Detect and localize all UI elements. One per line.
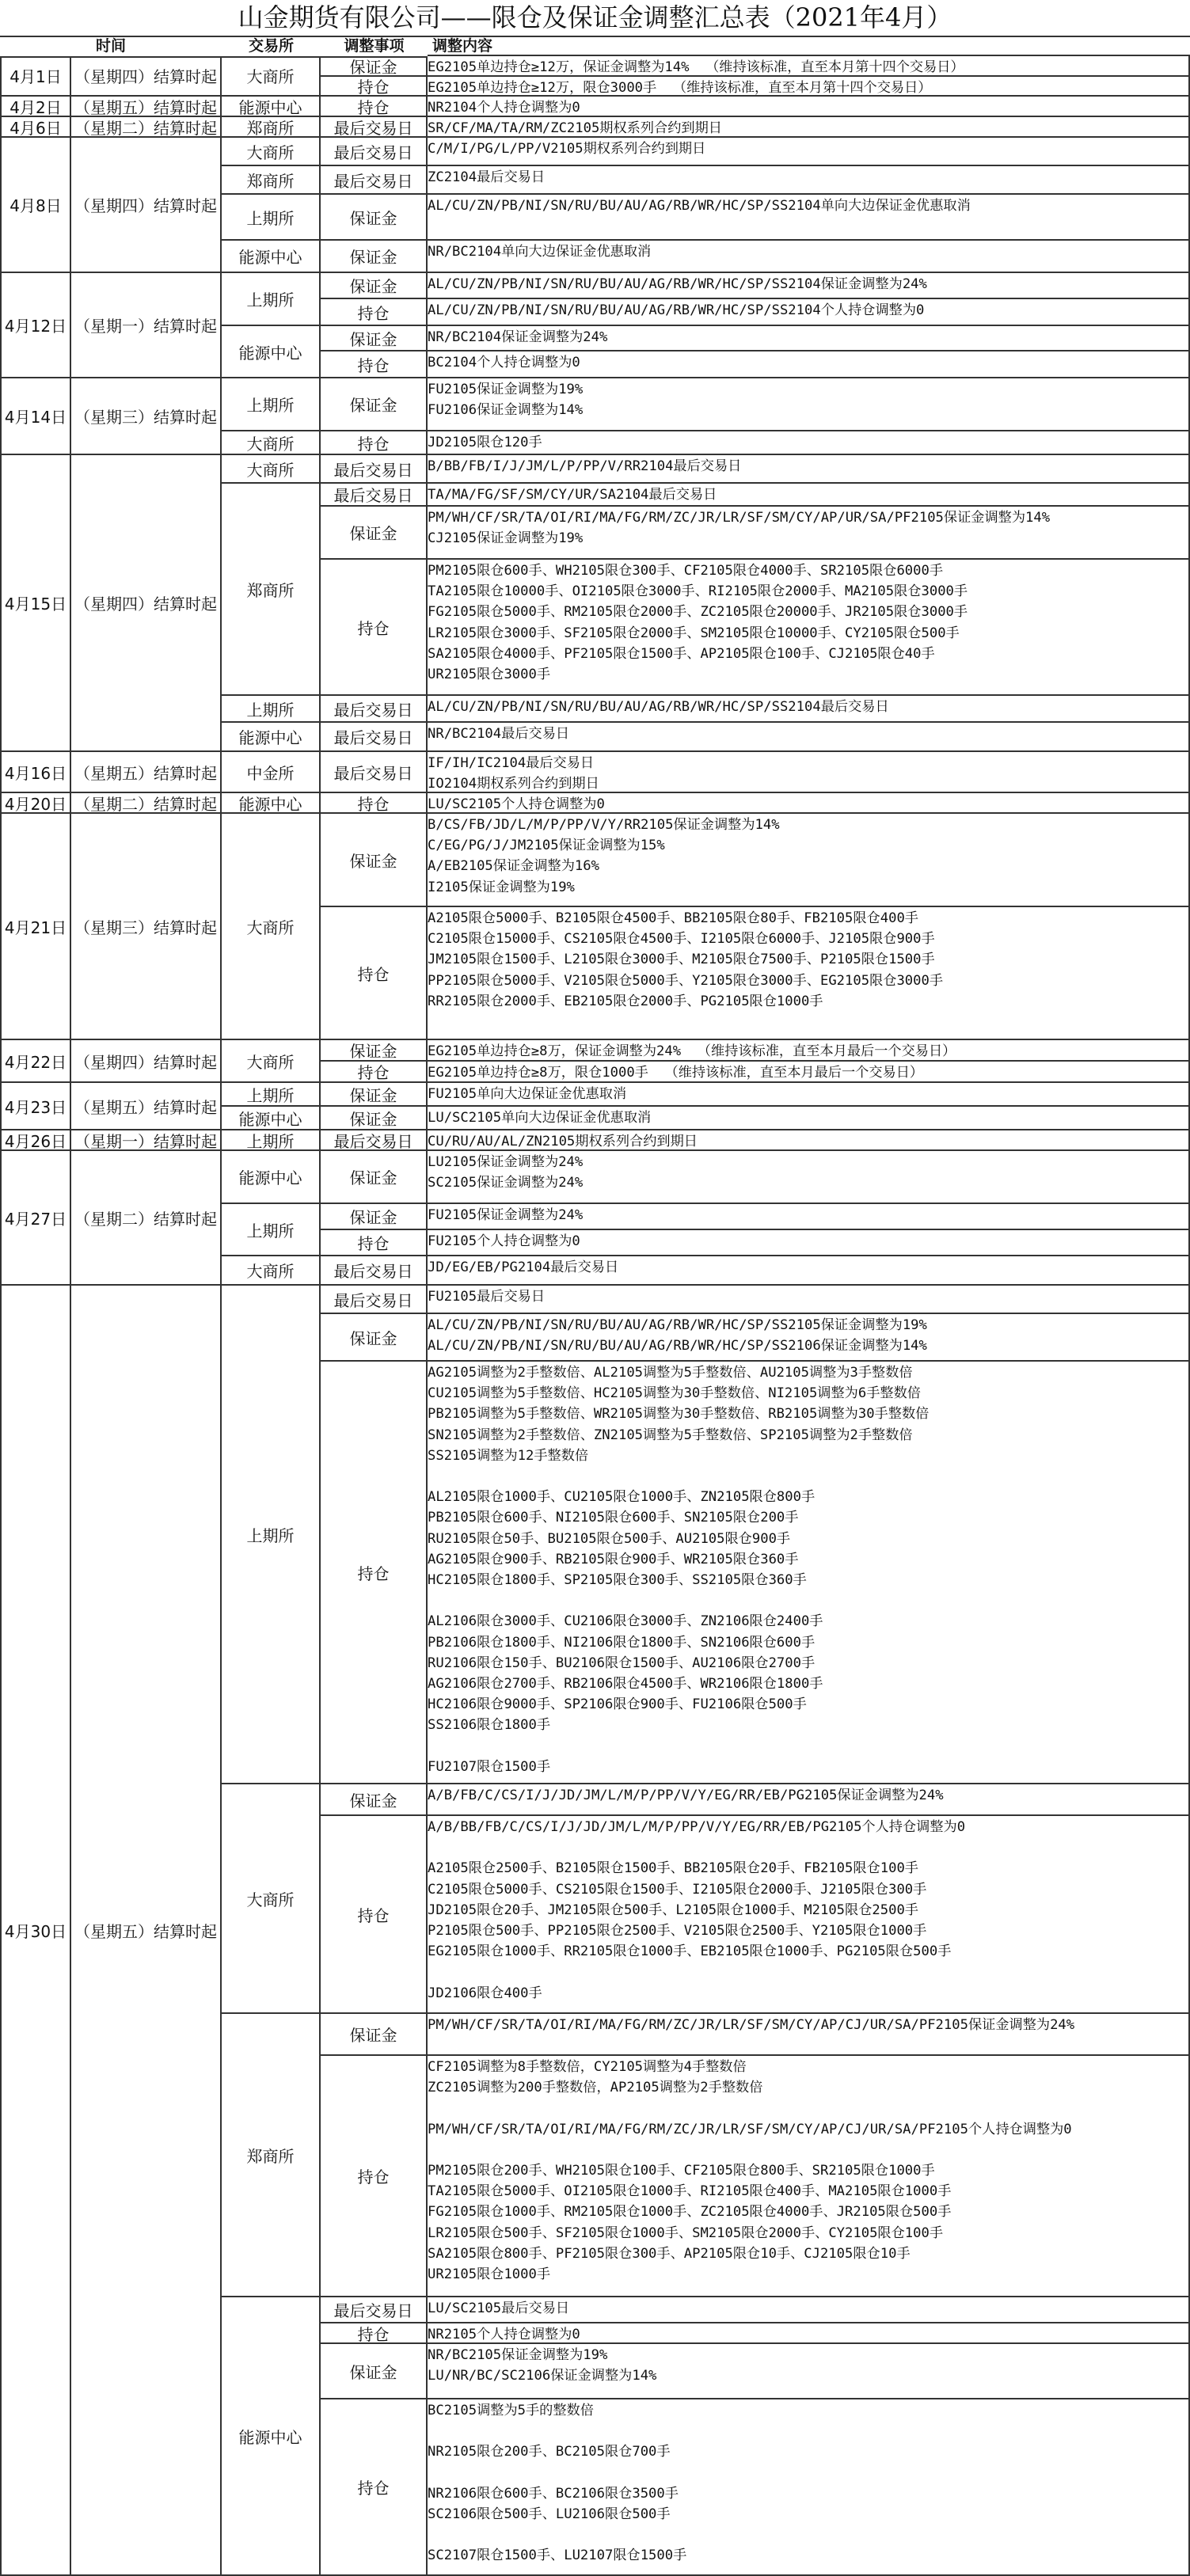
adjust-content-cell: B/CS/FB/JD/L/M/P/PP/V/Y/RR2105保证金调整为14% C/EG/PG/J/JM2105保证金调整为15% A/EB2105保证金调整为16% I2105保证金调整为19% <box>428 814 1190 907</box>
adjust-content-cell: JD/EG/EB/PG2104最后交易日 <box>428 1256 1190 1286</box>
adjust-item-cell: 最后交易日 <box>321 484 428 507</box>
adjust-content-cell: FU2105保证金调整为19% FU2106保证金调整为14% <box>428 378 1190 431</box>
adjust-item-cell: 持仓 <box>321 299 428 326</box>
exchange-cell: 大商所 <box>222 1784 321 2014</box>
adjust-content-cell: BC2104个人持仓调整为0 <box>428 351 1190 378</box>
adjust-item-cell: 保证金 <box>321 378 428 431</box>
weekday-cell: （星期四）结算时起 <box>71 56 222 97</box>
adjust-item-cell: 最后交易日 <box>321 2297 428 2323</box>
adjust-content-cell: JD2105限仓120手 <box>428 431 1190 455</box>
adjust-content-cell: A/B/BB/FB/C/CS/I/J/JD/JM/L/M/P/PP/V/Y/EG/RR/EB/PG2105个人持仓调整为0 A2105限仓2500手、B2105限仓1500手、BB2105限仓20手、FB2105限仓100手 C2105限仓5000手、CS2105限仓1500手、I2105限仓2000手、J2105限仓300手 JD2105限仓20手、JM2105限仓500手、L2105限仓1000手、M2105限仓2500手 P2105限仓500手、PP2105限仓2500手、V2105限仓2500手、Y2105限仓1000手 EG2105限仓1000手、RR2105限仓1000手、EB2105限仓1000手、PG2105限仓500手 JD2106限仓400手 <box>428 1816 1190 2014</box>
adjust-content-cell: NR/BC2104单向大边保证金优惠取消 <box>428 241 1190 273</box>
adjust-item-cell: 最后交易日 <box>321 138 428 166</box>
adjust-content-cell: AL/CU/ZN/PB/NI/SN/RU/BU/AU/AG/RB/WR/HC/SP/SS2104保证金调整为24% <box>428 273 1190 299</box>
date-cell: 4月30日 <box>0 1286 71 2576</box>
exchange-cell: 上期所 <box>222 1130 321 1151</box>
exchange-cell: 能源中心 <box>222 326 321 378</box>
adjust-item-cell: 保证金 <box>321 1784 428 1816</box>
adjust-content-cell: NR/BC2104最后交易日 <box>428 723 1190 752</box>
adjust-item-cell: 保证金 <box>321 1083 428 1107</box>
adjust-item-cell: 持仓 <box>321 97 428 117</box>
adjust-content-cell: NR/BC2105保证金调整为19% LU/NR/BC/SC2106保证金调整为14% <box>428 2344 1190 2399</box>
adjust-item-cell: 保证金 <box>321 1314 428 1362</box>
date-cell: 4月8日 <box>0 138 71 273</box>
exchange-cell: 上期所 <box>222 1286 321 1784</box>
adjust-content-cell: CF2105调整为8手整数倍，CY2105调整为4手整数倍 ZC2105调整为200手整数倍，AP2105调整为2手整数倍 PM/WH/CF/SR/TA/OI/RI/MA/FG/RM/ZC/JR/LR/SF/SM/CY/AP/CJ/UR/SA/PF2105个人持仓调整为0 PM2105限仓200手、WH2105限仓100手、CF2105限仓800手、SR2105限仓1000手 TA2105限仓5000手、OI2105限仓1000手、RI2105限仓400手、MA2105限仓1000手 FG2105限仓1000手、RM2105限仓1000手、ZC2105限仓4000手、JR2105限仓500手 LR2105限仓500手、SF2105限仓1000手、SM2105限仓2000手、CY2105限仓100手 SA2105限仓800手、PF2105限仓300手、AP2105限仓10手、CJ2105限仓10手 UR2105限仓1000手 <box>428 2056 1190 2297</box>
exchange-cell: 上期所 <box>222 1204 321 1256</box>
adjust-item-cell: 持仓 <box>321 560 428 696</box>
weekday-cell: （星期五）结算时起 <box>71 1286 222 2576</box>
date-cell: 4月21日 <box>0 814 71 1040</box>
adjust-item-cell: 保证金 <box>321 1040 428 1062</box>
exchange-cell: 郑商所 <box>222 2014 321 2297</box>
adjust-content-cell: EG2105单边持仓≥8万，保证金调整为24% （维持该标准，直至本月最后一个交易日） <box>428 1040 1190 1062</box>
date-cell: 4月26日 <box>0 1130 71 1151</box>
adjust-content-cell: LU/SC2105最后交易日 <box>428 2297 1190 2323</box>
adjust-content-cell: EG2105单边持仓≥12万，限仓3000手 （维持该标准，直至本月第十四个交易日） <box>428 77 1190 97</box>
adjust-content-cell: AL/CU/ZN/PB/NI/SN/RU/BU/AU/AG/RB/WR/HC/SP/SS2105保证金调整为19% AL/CU/ZN/PB/NI/SN/RU/BU/AU/AG/RB/WR/HC/SP/SS2106保证金调整为14% <box>428 1314 1190 1362</box>
adjust-content-cell: AL/CU/ZN/PB/NI/SN/RU/BU/AU/AG/RB/WR/HC/SP/SS2104个人持仓调整为0 <box>428 299 1190 326</box>
adjust-item-cell: 保证金 <box>321 507 428 560</box>
adjust-item-cell: 保证金 <box>321 241 428 273</box>
exchange-cell: 大商所 <box>222 814 321 1040</box>
adjust-item-cell: 保证金 <box>321 326 428 351</box>
exchange-cell: 上期所 <box>222 1083 321 1107</box>
date-cell: 4月12日 <box>0 273 71 378</box>
weekday-cell: （星期一）结算时起 <box>71 273 222 378</box>
adjust-item-cell: 持仓 <box>321 1816 428 2014</box>
adjust-content-cell: FU2105保证金调整为24% <box>428 1204 1190 1230</box>
adjust-content-cell: FU2105单向大边保证金优惠取消 <box>428 1083 1190 1107</box>
weekday-cell: （星期五）结算时起 <box>71 97 222 117</box>
adjust-item-cell: 保证金 <box>321 1151 428 1204</box>
exchange-cell: 能源中心 <box>222 97 321 117</box>
adjust-content-cell: LU2105保证金调整为24% SC2105保证金调整为24% <box>428 1151 1190 1204</box>
adjust-item-cell: 最后交易日 <box>321 752 428 793</box>
adjust-item-cell: 最后交易日 <box>321 1286 428 1314</box>
adjust-item-cell: 最后交易日 <box>321 696 428 723</box>
adjust-content-cell: ZC2104最后交易日 <box>428 166 1190 195</box>
exchange-cell: 郑商所 <box>222 117 321 138</box>
adjust-content-cell: A/B/FB/C/CS/I/J/JD/JM/L/M/P/PP/V/Y/EG/RR/EB/PG2105保证金调整为24% <box>428 1784 1190 1816</box>
date-cell: 4月6日 <box>0 117 71 138</box>
page-title: 山金期货有限公司——限仓及保证金调整汇总表（2021年4月） <box>0 0 1190 37</box>
weekday-cell: （星期二）结算时起 <box>71 117 222 138</box>
adjust-item-cell: 持仓 <box>321 1362 428 1784</box>
adjust-content-cell: LU/SC2105单向大边保证金优惠取消 <box>428 1107 1190 1130</box>
exchange-cell: 大商所 <box>222 138 321 166</box>
date-cell: 4月15日 <box>0 455 71 752</box>
weekday-cell: （星期三）结算时起 <box>71 378 222 455</box>
exchange-cell: 大商所 <box>222 1040 321 1083</box>
exchange-cell: 大商所 <box>222 455 321 484</box>
adjust-content-cell: PM2105限仓600手、WH2105限仓300手、CF2105限仓4000手、SR2105限仓6000手 TA2105限仓10000手、OI2105限仓3000手、RI2105限仓2000手、MA2105限仓3000手 FG2105限仓5000手、RM2105限仓2000手、ZC2105限仓20000手、JR2105限仓3000手 LR2105限仓3000手、SF2105限仓2000手、SM2105限仓10000手、CY2105限仓500手 SA2105限仓4000手、PF2105限仓1500手、AP2105限仓100手、CJ2105限仓40手 UR2105限仓3000手 <box>428 560 1190 696</box>
adjust-item-cell: 保证金 <box>321 2344 428 2399</box>
adjust-item-cell: 最后交易日 <box>321 723 428 752</box>
exchange-cell: 能源中心 <box>222 2297 321 2576</box>
adjust-content-cell: FU2105个人持仓调整为0 <box>428 1230 1190 1256</box>
exchange-cell: 能源中心 <box>222 723 321 752</box>
weekday-cell: （星期三）结算时起 <box>71 814 222 1040</box>
weekday-cell: （星期四）结算时起 <box>71 455 222 752</box>
adjust-item-cell: 持仓 <box>321 351 428 378</box>
adjust-content-cell: PM/WH/CF/SR/TA/OI/RI/MA/FG/RM/ZC/JR/LR/SF/SM/CY/AP/UR/SA/PF2105保证金调整为14% CJ2105保证金调整为19% <box>428 507 1190 560</box>
weekday-cell: （星期五）结算时起 <box>71 1083 222 1130</box>
adjust-content-cell: NR2104个人持仓调整为0 <box>428 97 1190 117</box>
adjust-item-cell: 持仓 <box>321 2399 428 2576</box>
adjust-item-cell: 持仓 <box>321 1230 428 1256</box>
adjust-item-cell: 保证金 <box>321 814 428 907</box>
adjust-content-cell: AL/CU/ZN/PB/NI/SN/RU/BU/AU/AG/RB/WR/HC/SP/SS2104最后交易日 <box>428 696 1190 723</box>
adjust-content-cell: EG2105单边持仓≥8万，限仓1000手 （维持该标准，直至本月最后一个交易日） <box>428 1062 1190 1083</box>
adjust-item-cell: 最后交易日 <box>321 117 428 138</box>
exchange-cell: 上期所 <box>222 273 321 326</box>
date-cell: 4月16日 <box>0 752 71 793</box>
date-cell: 4月20日 <box>0 793 71 814</box>
adjust-item-cell: 保证金 <box>321 56 428 77</box>
adjust-item-cell: 持仓 <box>321 2056 428 2297</box>
exchange-cell: 能源中心 <box>222 793 321 814</box>
adjust-item-cell: 最后交易日 <box>321 1130 428 1151</box>
date-cell: 4月14日 <box>0 378 71 455</box>
adjust-item-cell: 保证金 <box>321 1204 428 1230</box>
exchange-cell: 上期所 <box>222 378 321 431</box>
adjust-item-cell: 保证金 <box>321 1107 428 1130</box>
date-cell: 4月22日 <box>0 1040 71 1083</box>
header-content: 调整内容 <box>428 36 1190 56</box>
date-cell: 4月23日 <box>0 1083 71 1130</box>
header-time: 时间 <box>0 36 222 58</box>
exchange-cell: 郑商所 <box>222 166 321 195</box>
adjust-item-cell: 最后交易日 <box>321 1256 428 1286</box>
exchange-cell: 能源中心 <box>222 1151 321 1204</box>
adjust-item-cell: 保证金 <box>321 2014 428 2056</box>
adjust-content-cell: BC2105调整为5手的整数倍 NR2105限仓200手、BC2105限仓700手 NR2106限仓600手、BC2106限仓3500手 SC2106限仓500手、LU2106限仓500手 SC2107限仓1500手、LU2107限仓1500手 <box>428 2399 1190 2576</box>
weekday-cell: （星期二）结算时起 <box>71 793 222 814</box>
adjust-item-cell: 持仓 <box>321 1062 428 1083</box>
adjust-content-cell: AL/CU/ZN/PB/NI/SN/RU/BU/AU/AG/RB/WR/HC/SP/SS2104单向大边保证金优惠取消 <box>428 195 1190 241</box>
weekday-cell: （星期二）结算时起 <box>71 1151 222 1286</box>
header-exchange: 交易所 <box>222 36 321 58</box>
adjust-item-cell: 最后交易日 <box>321 455 428 484</box>
adjust-item-cell: 持仓 <box>321 431 428 455</box>
date-cell: 4月2日 <box>0 97 71 117</box>
adjust-item-cell: 保证金 <box>321 273 428 299</box>
adjust-item-cell: 持仓 <box>321 793 428 814</box>
adjust-item-cell: 保证金 <box>321 195 428 241</box>
exchange-cell: 郑商所 <box>222 484 321 696</box>
adjust-item-cell: 持仓 <box>321 2323 428 2344</box>
adjust-content-cell: AG2105调整为2手整数倍、AL2105调整为5手整数倍、AU2105调整为3手整数倍 CU2105调整为5手整数倍、HC2105调整为30手整数倍、NI2105调整为6手整数倍 PB2105调整为5手整数倍、WR2105调整为30手整数倍、RB2105调整为30手整数倍 SN2105调整为2手整数倍、ZN2105调整为5手整数倍、SP2105调整为2手整数倍 SS2105调整为12手整数倍 AL2105限仓1000手、CU2105限仓1000手、ZN2105限仓800手 PB2105限仓600手、NI2105限仓600手、SN2105限仓200手 RU2105限仓50手、BU2105限仓500手、AU2105限仓900手 AG2105限仓900手、RB2105限仓900手、WR2105限仓360手 HC2105限仓1800手、SP2105限仓300手、SS2105限仓360手 AL2106限仓3000手、CU2106限仓3000手、ZN2106限仓2400手 PB2106限仓1800手、NI2106限仓1800手、SN2106限仓600手 RU2106限仓150手、BU2106限仓1500手、AU2106限仓2700手 AG2106限仓2700手、RB2106限仓4500手、WR2106限仓1800手 HC2106限仓9000手、SP2106限仓900手、FU2106限仓500手 SS2106限仓1800手 FU2107限仓1500手 <box>428 1362 1190 1784</box>
exchange-cell: 大商所 <box>222 1256 321 1286</box>
adjust-content-cell: SR/CF/MA/TA/RM/ZC2105期权系列合约到期日 <box>428 117 1190 138</box>
header-item: 调整事项 <box>321 36 428 58</box>
adjust-content-cell: IF/IH/IC2104最后交易日 IO2104期权系列合约到期日 <box>428 752 1190 793</box>
date-cell: 4月1日 <box>0 56 71 97</box>
weekday-cell: （星期一）结算时起 <box>71 1130 222 1151</box>
adjust-item-cell: 持仓 <box>321 907 428 1040</box>
adjust-content-cell: NR2105个人持仓调整为0 <box>428 2323 1190 2344</box>
adjust-content-cell: CU/RU/AU/AL/ZN2105期权系列合约到期日 <box>428 1130 1190 1151</box>
adjust-content-cell: PM/WH/CF/SR/TA/OI/RI/MA/FG/RM/ZC/JR/LR/SF/SM/CY/AP/CJ/UR/SA/PF2105保证金调整为24% <box>428 2014 1190 2056</box>
adjust-content-cell: FU2105最后交易日 <box>428 1286 1190 1314</box>
adjust-content-cell: C/M/I/PG/L/PP/V2105期权系列合约到期日 <box>428 138 1190 166</box>
exchange-cell: 上期所 <box>222 195 321 241</box>
exchange-cell: 大商所 <box>222 431 321 455</box>
adjust-content-cell: EG2105单边持仓≥12万，保证金调整为14% （维持该标准，直至本月第十四个交易日） <box>428 56 1190 77</box>
weekday-cell: （星期四）结算时起 <box>71 1040 222 1083</box>
date-cell: 4月27日 <box>0 1151 71 1286</box>
exchange-cell: 中金所 <box>222 752 321 793</box>
adjust-item-cell: 持仓 <box>321 77 428 97</box>
weekday-cell: （星期五）结算时起 <box>71 752 222 793</box>
adjust-content-cell: TA/MA/FG/SF/SM/CY/UR/SA2104最后交易日 <box>428 484 1190 507</box>
exchange-cell: 上期所 <box>222 696 321 723</box>
exchange-cell: 能源中心 <box>222 1107 321 1130</box>
adjust-content-cell: A2105限仓5000手、B2105限仓4500手、BB2105限仓80手、FB2105限仓400手 C2105限仓15000手、CS2105限仓4500手、I2105限仓6000手、J2105限仓900手 JM2105限仓1500手、L2105限仓3000手、M2105限仓7500手、P2105限仓1500手 PP2105限仓5000手、V2105限仓5000手、Y2105限仓3000手、EG2105限仓3000手 RR2105限仓2000手、EB2105限仓2000手、PG2105限仓1000手 <box>428 907 1190 1040</box>
exchange-cell: 能源中心 <box>222 241 321 273</box>
weekday-cell: （星期四）结算时起 <box>71 138 222 273</box>
adjust-content-cell: NR/BC2104保证金调整为24% <box>428 326 1190 351</box>
adjust-item-cell: 最后交易日 <box>321 166 428 195</box>
adjust-content-cell: LU/SC2105个人持仓调整为0 <box>428 793 1190 814</box>
adjust-content-cell: B/BB/FB/I/J/JM/L/P/PP/V/RR2104最后交易日 <box>428 455 1190 484</box>
exchange-cell: 大商所 <box>222 56 321 97</box>
